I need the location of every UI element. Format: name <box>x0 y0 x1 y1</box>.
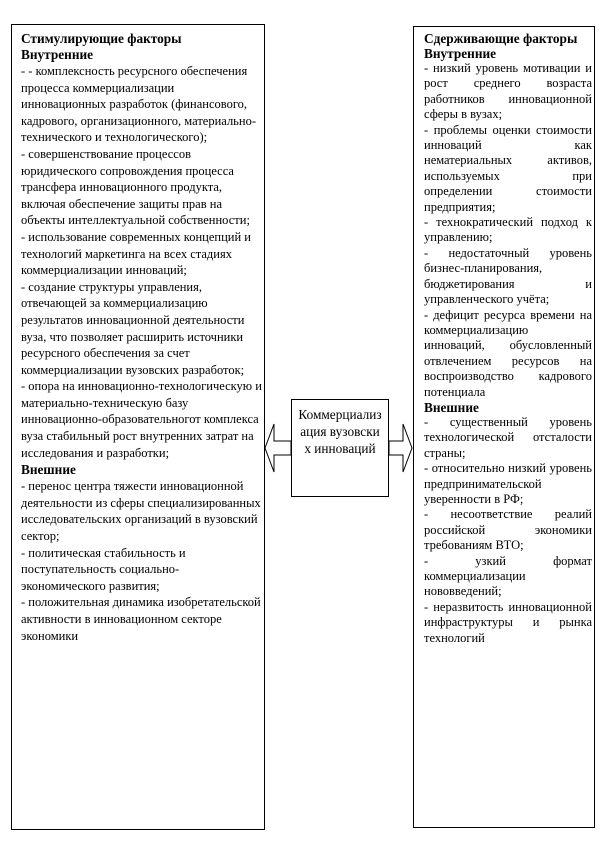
list-item: - создание структуры управления, отвечающей за коммерциализацию результатов инновационной деятельности вуза, что позволяет расширить источники ресурсного обеспечения за счет коммерциализации вузовских разработок; <box>21 279 245 377</box>
arrow-right <box>389 424 412 472</box>
list-item: - положительная динамика изобретательской активности в инновационном секторе экономики <box>21 595 261 643</box>
list-item: - существенный уровень технологической отсталости страны; <box>424 414 592 460</box>
list-item: - низкий уровень мотивации и рост среднего возраста работников инновационной сферы в вузах; <box>424 61 592 122</box>
list-item: - использование современных концепций и технологий маркетинга на всех стадиях коммерциализации инноваций; <box>21 229 251 278</box>
arrow-left <box>265 424 291 472</box>
list-item: - - комплексность ресурсного обеспечения процесса коммерциализации инновационных разработок (финансового, кадрового, организационного, материально-технического и технологического); <box>21 64 256 145</box>
list-item: - узкий формат коммерциализации нововведений; <box>424 553 592 599</box>
list-item: - политическая стабильность и поступательность социально-экономического развития; <box>21 545 186 593</box>
commercialization-label: Коммерциализация вузовских инноваций <box>298 407 382 456</box>
stimulating-factors-title: Стимулирующие факторы <box>21 31 182 46</box>
right-internal-heading: Внутренние <box>424 46 497 61</box>
list-item: - неразвитость инновационной инфраструктуры и рынка технологий <box>424 599 592 645</box>
list-item: - опора на инновационно-технологическую и материально-техническую базу инновационно-образовательногот комплекса вуза стабильный рост внутренних затрат на исследования и разработки; <box>21 379 262 460</box>
list-item: - несоответствие реалий российской экономики требованиям ВТО; <box>424 507 592 553</box>
left-external-heading: Внешние <box>21 462 76 478</box>
list-item: - дефицит ресурса времени на коммерциализацию инноваций, обусловленный отвлечением ресурсов на воспроизводство кадрового потенциала <box>424 307 592 399</box>
restraining-factors-box <box>413 26 595 828</box>
list-item: - проблемы оценки стоимости инноваций как нематериальных активов, используемых при определении стоимости предприятия; <box>424 122 592 214</box>
list-item: - совершенствование процессов юридического сопровождения процесса трансфера инновационного продукта, включая обеспечение защиты прав на объекты интеллектуальной собственности; <box>21 146 250 228</box>
list-item: - технократический подход к управлению; <box>424 215 592 245</box>
list-item: - недостаточный уровень бизнес-планирования, бюджетирования и управленческого учёта; <box>424 245 592 307</box>
list-item: - относительно низкий уровень предпринимательской уверенности в РФ; <box>424 461 592 506</box>
left-internal-heading: Внутренние <box>21 47 94 62</box>
list-item: - перенос центра тяжести инновационной деятельности из сферы специализированных исследовательских организаций в вузовский сектор; <box>21 479 261 544</box>
right-external-heading: Внешние <box>424 399 479 415</box>
restraining-factors-title: Сдерживающие факторы <box>424 31 578 46</box>
stimulating-factors-box <box>11 24 265 830</box>
commercialization-box <box>291 399 389 497</box>
